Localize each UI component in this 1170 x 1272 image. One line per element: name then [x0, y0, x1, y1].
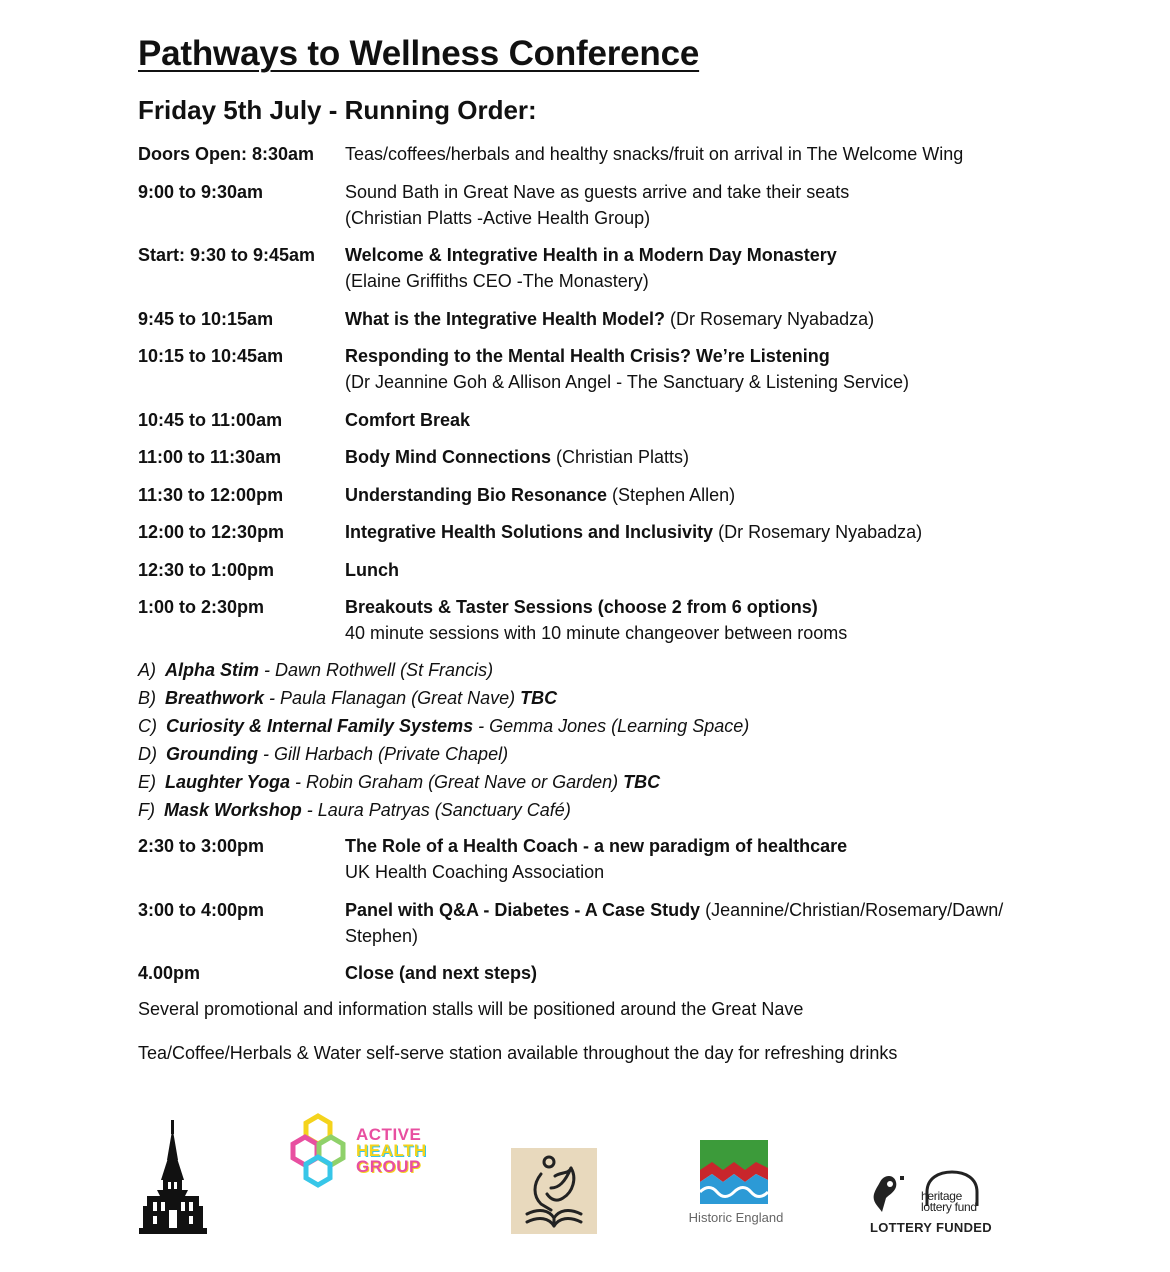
option-letter: A)	[138, 660, 156, 680]
schedule-row	[138, 960, 1058, 986]
schedule-time: 9:45 to 10:15am	[138, 308, 274, 329]
session-title: Close (and next steps)	[345, 963, 538, 983]
historic-england-logo	[686, 1140, 786, 1230]
session-title: Body Mind Connections	[345, 447, 551, 467]
session-title: Integrative Health Solutions and Inclusivity	[345, 522, 714, 542]
dove-book-icon	[511, 1148, 597, 1234]
heritage-label-2: lottery fund	[921, 1200, 977, 1214]
option-letter: C)	[138, 716, 157, 736]
breakout-option	[138, 796, 1038, 824]
ah-line-1: ACTIVE	[356, 1125, 422, 1144]
session-title: Lunch	[345, 559, 399, 580]
schedule-description	[345, 407, 1058, 433]
schedule-list	[138, 141, 1058, 658]
schedule-description	[345, 519, 1058, 545]
option-tbc: TBC	[623, 772, 661, 792]
historic-england-label: Historic England	[688, 1210, 784, 1225]
schedule-description	[345, 343, 1058, 395]
schedule-time: 2:30 to 3:00pm	[138, 836, 265, 856]
schedule-row	[138, 833, 1058, 885]
hexagon-cluster-icon	[288, 1112, 358, 1190]
option-detail: - Dawn Rothwell (St Francis)	[259, 660, 494, 680]
schedule-row	[138, 141, 1058, 167]
abbey-icon	[137, 1120, 209, 1238]
breakout-option	[138, 768, 1038, 796]
schedule-time: 11:30 to 12:00pm	[138, 484, 284, 505]
session-detail: (Christian Platts)	[551, 447, 690, 467]
option-letter: F)	[138, 800, 155, 820]
schedule-row	[138, 343, 1058, 395]
option-letter: E)	[138, 772, 156, 792]
session-title: Panel with Q&A - Diabetes - A Case Study	[345, 899, 701, 920]
schedule-time: 12:00 to 12:30pm	[138, 522, 285, 542]
schedule-row	[138, 519, 1058, 545]
option-name: Mask Workshop	[164, 800, 302, 820]
schedule-time: 11:00 to 11:30am	[138, 447, 282, 467]
session-subline: 40 minute sessions with 10 minute changeover between rooms	[345, 623, 848, 643]
session-title: Breakouts & Taster Sessions (choose 2 from 6 options)	[345, 597, 818, 617]
breakout-option	[138, 740, 1038, 768]
breakout-options	[138, 656, 1038, 824]
schedule-row	[138, 444, 1058, 470]
session-detail: (Jeannine/Christian/Rosemary/Dawn/	[700, 899, 1004, 920]
schedule-row	[138, 557, 1058, 583]
session-title: Understanding Bio Resonance	[345, 484, 608, 505]
schedule-row	[138, 306, 1058, 332]
schedule-time: 10:15 to 10:45am	[138, 346, 284, 366]
schedule-time: 10:45 to 11:00am	[138, 409, 283, 430]
session-subline: Stephen)	[345, 925, 419, 946]
schedule-description	[345, 482, 1058, 508]
option-detail: - Paula Flanagan (Great Nave)	[264, 688, 521, 708]
session-detail: (Stephen Allen)	[607, 484, 736, 505]
schedule-description	[345, 897, 1058, 949]
session-subline: (Dr Jeannine Goh & Allison Angel - The Sanctuary & Listening Service)	[345, 372, 909, 392]
session-detail: (Dr Rosemary Nyabadza)	[665, 308, 875, 329]
schedule-row	[138, 897, 1058, 949]
option-name: Laughter Yoga	[165, 772, 291, 792]
option-tbc: TBC	[520, 688, 558, 708]
abbey-logo	[137, 1120, 209, 1243]
schedule-description	[345, 557, 1058, 583]
heritage-lottery-logo	[866, 1166, 996, 1238]
option-name: Breathwork	[165, 688, 265, 708]
schedule-row	[138, 482, 1058, 508]
schedule-time: Start: 9:30 to 9:45am	[138, 245, 316, 265]
session-title: Comfort Break	[345, 409, 471, 430]
active-health-group-logo	[288, 1112, 448, 1192]
session-title: The Role of a Health Coach - a new paradigm of healthcare	[345, 836, 848, 856]
lottery-funded-label: LOTTERY FUNDED	[870, 1220, 992, 1235]
lottery-hand-icon	[868, 1172, 908, 1216]
schedule-description	[345, 594, 1058, 646]
schedule-row	[138, 594, 1058, 646]
option-name: Alpha Stim	[165, 660, 260, 680]
option-detail: - Laura Patryas (Sanctuary Café)	[301, 800, 571, 820]
session-subline: (Christian Platts -Active Health Group)	[345, 207, 651, 228]
session-detail: Sound Bath in Great Nave as guests arrive and take their seats	[345, 181, 850, 202]
schedule-time: 1:00 to 2:30pm	[138, 597, 265, 617]
breakout-option	[138, 712, 1038, 740]
schedule-time: 9:00 to 9:30am	[138, 181, 264, 202]
schedule-time: 12:30 to 1:00pm	[138, 559, 275, 580]
session-subline: UK Health Coaching Association	[345, 862, 605, 882]
schedule-time: 3:00 to 4:00pm	[138, 899, 265, 920]
schedule-row	[138, 179, 1058, 231]
schedule-list-afternoon	[138, 833, 1058, 998]
option-letter: D)	[138, 744, 157, 764]
page-title: Pathways to Wellness Conference	[138, 34, 700, 73]
schedule-description	[345, 444, 1058, 470]
schedule-row	[138, 407, 1058, 433]
schedule-row	[138, 242, 1058, 294]
ah-line-3: GROUP	[356, 1157, 421, 1176]
breakout-option	[138, 684, 1038, 712]
monastery-dove-logo	[511, 1148, 597, 1234]
option-detail: - Robin Graham (Great Nave or Garden)	[290, 772, 624, 792]
session-detail: (Dr Rosemary Nyabadza)	[713, 522, 923, 542]
note-stalls: Several promotional and information stalls will be positioned around the Great Nave	[138, 999, 804, 1019]
schedule-description	[345, 833, 1058, 885]
option-detail: - Gemma Jones (Learning Space)	[473, 716, 750, 736]
schedule-description	[345, 141, 1058, 167]
schedule-description	[345, 179, 1058, 231]
session-title: What is the Integrative Health Model?	[345, 308, 666, 329]
option-name: Grounding	[166, 744, 258, 764]
page-subtitle: Friday 5th July - Running Order:	[138, 95, 537, 125]
schedule-time: 4.00pm	[138, 963, 201, 983]
historic-england-icon	[700, 1140, 768, 1204]
schedule-description	[345, 960, 1058, 986]
heritage-label-1: heritage	[921, 1189, 962, 1203]
note-drinks: Tea/Coffee/Herbals & Water self-serve station available throughout the day for refreshing drinks	[138, 1043, 898, 1063]
schedule-description	[345, 306, 1058, 332]
session-title: Responding to the Mental Health Crisis? We’re Listening	[345, 346, 830, 366]
schedule-time: Doors Open: 8:30am	[138, 144, 315, 164]
schedule-description	[345, 242, 1058, 294]
breakout-option	[138, 656, 1038, 684]
option-name: Curiosity & Internal Family Systems	[166, 716, 474, 736]
option-detail: - Gill Harbach (Private Chapel)	[257, 744, 509, 764]
ah-line-2: HEALTH	[356, 1141, 427, 1160]
option-letter: B)	[138, 688, 156, 708]
session-detail: Teas/coffees/herbals and healthy snacks/fruit on arrival in The Welcome Wing	[345, 144, 964, 164]
session-title: Welcome & Integrative Health in a Modern Day Monastery	[345, 245, 837, 265]
session-subline: (Elaine Griffiths CEO -The Monastery)	[345, 271, 649, 291]
